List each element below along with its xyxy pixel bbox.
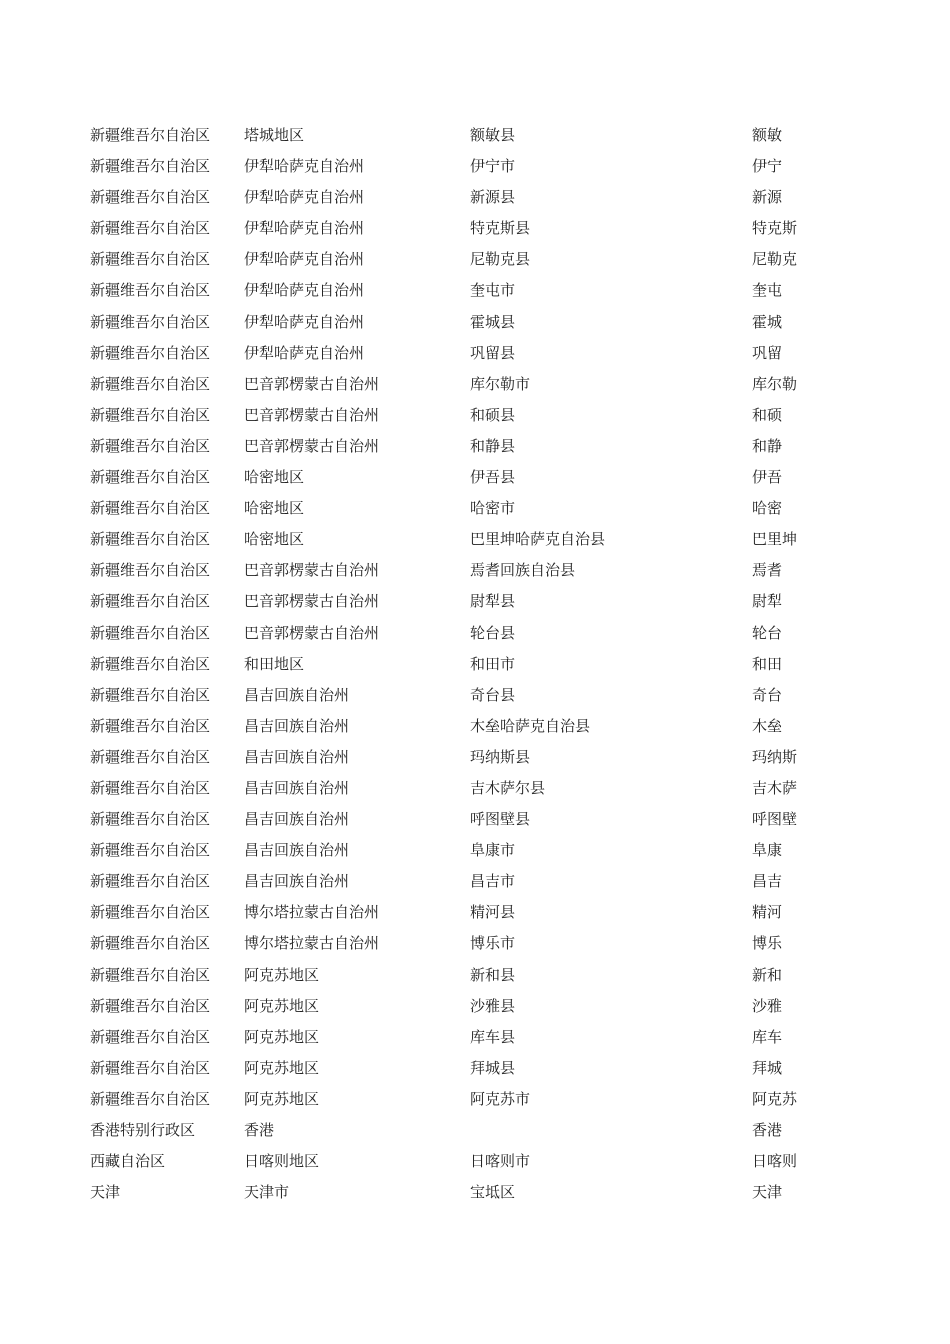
region-table [90, 120, 850, 1208]
prefecture-cell: 巴音郭楞蒙古自治州 [244, 405, 380, 424]
prefecture-cell: 巴音郭楞蒙古自治州 [244, 561, 380, 580]
county-cell: 巴里坤哈萨克自治县 [470, 530, 606, 549]
prefecture-cell: 哈密地区 [244, 530, 305, 549]
short-name-cell: 奎屯 [752, 281, 783, 300]
province-cell: 新疆维吾尔自治区 [90, 996, 211, 1015]
table-row [90, 649, 850, 680]
table-row [90, 1177, 850, 1208]
county-cell: 尉犁县 [470, 592, 516, 611]
short-name-cell: 阜康 [752, 841, 783, 860]
short-name-cell: 博乐 [752, 934, 783, 953]
province-cell: 新疆维吾尔自治区 [90, 903, 211, 922]
county-cell: 霍城县 [470, 312, 516, 331]
county-cell: 木垒哈萨克自治县 [470, 716, 591, 735]
short-name-cell: 天津 [752, 1183, 783, 1202]
short-name-cell: 吉木萨 [752, 778, 798, 797]
prefecture-cell: 博尔塔拉蒙古自治州 [244, 903, 380, 922]
table-row [90, 804, 850, 835]
county-cell: 伊宁市 [470, 157, 516, 176]
province-cell: 新疆维吾尔自治区 [90, 561, 211, 580]
county-cell: 哈密市 [470, 499, 516, 518]
province-cell: 新疆维吾尔自治区 [90, 219, 211, 238]
short-name-cell: 香港 [752, 1121, 783, 1139]
province-cell: 新疆维吾尔自治区 [90, 374, 211, 393]
table-row [90, 618, 850, 649]
province-cell: 新疆维吾尔自治区 [90, 405, 211, 424]
prefecture-cell: 阿克苏地区 [244, 996, 320, 1015]
county-cell: 沙雅县 [470, 996, 516, 1015]
county-cell: 和田市 [470, 654, 516, 673]
short-name-cell: 和田 [752, 654, 783, 673]
short-name-cell: 木垒 [752, 716, 783, 735]
table-row [90, 555, 850, 586]
prefecture-cell: 天津市 [244, 1183, 290, 1202]
province-cell: 新疆维吾尔自治区 [90, 530, 211, 549]
prefecture-cell: 昌吉回族自治州 [244, 810, 350, 829]
county-cell: 新源县 [470, 188, 516, 207]
table-row [90, 524, 850, 555]
short-name-cell: 呼图壁 [752, 810, 798, 829]
province-cell: 新疆维吾尔自治区 [90, 281, 211, 300]
county-cell: 呼图壁县 [470, 810, 531, 829]
prefecture-cell: 昌吉回族自治州 [244, 841, 350, 860]
province-cell: 新疆维吾尔自治区 [90, 499, 211, 518]
prefecture-cell: 伊犁哈萨克自治州 [244, 250, 365, 269]
table-row [90, 742, 850, 773]
province-cell: 新疆维吾尔自治区 [90, 934, 211, 953]
prefecture-cell: 伊犁哈萨克自治州 [244, 157, 365, 176]
table-row [90, 462, 850, 493]
short-name-cell: 巩留 [752, 343, 783, 362]
prefecture-cell: 阿克苏地区 [244, 1058, 320, 1077]
table-row [90, 835, 850, 866]
prefecture-cell: 昌吉回族自治州 [244, 778, 350, 797]
county-cell: 精河县 [470, 903, 516, 922]
table-row [90, 120, 850, 151]
province-cell: 新疆维吾尔自治区 [90, 250, 211, 269]
short-name-cell: 日喀则 [752, 1152, 798, 1171]
province-cell: 新疆维吾尔自治区 [90, 1027, 211, 1046]
short-name-cell: 特克斯 [752, 219, 798, 238]
county-cell: 和静县 [470, 436, 516, 455]
province-cell: 新疆维吾尔自治区 [90, 436, 211, 455]
short-name-cell: 新和 [752, 965, 783, 984]
short-name-cell: 焉耆 [752, 561, 783, 580]
county-cell: 吉木萨尔县 [470, 778, 546, 797]
prefecture-cell: 昌吉回族自治州 [244, 685, 350, 704]
short-name-cell: 昌吉 [752, 872, 783, 891]
prefecture-cell: 阿克苏地区 [244, 965, 320, 984]
province-cell: 新疆维吾尔自治区 [90, 685, 211, 704]
county-cell: 轮台县 [470, 623, 516, 642]
prefecture-cell: 伊犁哈萨克自治州 [244, 343, 365, 362]
short-name-cell: 尼勒克 [752, 250, 798, 269]
prefecture-cell: 和田地区 [244, 654, 305, 673]
short-name-cell: 精河 [752, 903, 783, 922]
table-row [90, 1022, 850, 1053]
county-cell: 伊吾县 [470, 468, 516, 487]
prefecture-cell: 巴音郭楞蒙古自治州 [244, 592, 380, 611]
table-row [90, 928, 850, 959]
table-row [90, 991, 850, 1022]
province-cell: 新疆维吾尔自治区 [90, 188, 211, 207]
short-name-cell: 和硕 [752, 405, 783, 424]
county-cell: 博乐市 [470, 934, 516, 953]
province-cell: 新疆维吾尔自治区 [90, 654, 211, 673]
short-name-cell: 尉犁 [752, 592, 783, 611]
short-name-cell: 新源 [752, 188, 783, 207]
prefecture-cell: 阿克苏地区 [244, 1089, 320, 1108]
table-row [90, 1084, 850, 1115]
province-cell: 新疆维吾尔自治区 [90, 623, 211, 642]
table-row [90, 182, 850, 213]
province-cell: 新疆维吾尔自治区 [90, 592, 211, 611]
county-cell: 奎屯市 [470, 281, 516, 300]
county-cell: 巩留县 [470, 343, 516, 362]
table-row [90, 151, 850, 182]
short-name-cell: 哈密 [752, 499, 783, 518]
province-cell: 西藏自治区 [90, 1152, 166, 1171]
table-row [90, 711, 850, 742]
short-name-cell: 库尔勒 [752, 374, 798, 393]
province-cell: 新疆维吾尔自治区 [90, 965, 211, 984]
prefecture-cell: 日喀则地区 [244, 1152, 320, 1171]
short-name-cell: 拜城 [752, 1058, 783, 1077]
prefecture-cell: 巴音郭楞蒙古自治州 [244, 374, 380, 393]
county-cell: 拜城县 [470, 1058, 516, 1077]
county-cell: 奇台县 [470, 685, 516, 704]
prefecture-cell: 伊犁哈萨克自治州 [244, 219, 365, 238]
table-row [90, 493, 850, 524]
short-name-cell: 阿克苏 [752, 1089, 798, 1108]
province-cell: 新疆维吾尔自治区 [90, 468, 211, 487]
province-cell: 新疆维吾尔自治区 [90, 312, 211, 331]
province-cell: 天津 [90, 1183, 121, 1202]
prefecture-cell: 博尔塔拉蒙古自治州 [244, 934, 380, 953]
table-row [90, 1146, 850, 1177]
province-cell: 新疆维吾尔自治区 [90, 872, 211, 891]
table-row [90, 866, 850, 897]
prefecture-cell: 哈密地区 [244, 468, 305, 487]
province-cell: 新疆维吾尔自治区 [90, 810, 211, 829]
province-cell: 新疆维吾尔自治区 [90, 778, 211, 797]
province-cell: 新疆维吾尔自治区 [90, 343, 211, 362]
table-row [90, 1115, 850, 1146]
province-cell: 新疆维吾尔自治区 [90, 157, 211, 176]
county-cell: 阜康市 [470, 841, 516, 860]
short-name-cell: 轮台 [752, 623, 783, 642]
county-cell: 焉耆回族自治县 [470, 561, 576, 580]
prefecture-cell: 香港 [244, 1121, 275, 1139]
county-cell: 阿克苏市 [470, 1089, 531, 1108]
short-name-cell: 巴里坤 [752, 530, 798, 549]
table-row [90, 213, 850, 244]
prefecture-cell: 塔城地区 [244, 126, 305, 144]
county-cell: 尼勒克县 [470, 250, 531, 269]
prefecture-cell: 昌吉回族自治州 [244, 716, 350, 735]
table-row [90, 338, 850, 369]
short-name-cell: 和静 [752, 436, 783, 455]
prefecture-cell: 巴音郭楞蒙古自治州 [244, 436, 380, 455]
table-row [90, 431, 850, 462]
county-cell: 新和县 [470, 965, 516, 984]
short-name-cell: 玛纳斯 [752, 747, 798, 766]
county-cell: 库车县 [470, 1027, 516, 1046]
short-name-cell: 额敏 [752, 126, 783, 144]
province-cell: 新疆维吾尔自治区 [90, 126, 211, 144]
table-row [90, 897, 850, 928]
county-cell: 特克斯县 [470, 219, 531, 238]
prefecture-cell: 阿克苏地区 [244, 1027, 320, 1046]
short-name-cell: 库车 [752, 1027, 783, 1046]
province-cell: 新疆维吾尔自治区 [90, 716, 211, 735]
county-cell: 额敏县 [470, 126, 516, 144]
province-cell: 新疆维吾尔自治区 [90, 1058, 211, 1077]
county-cell: 库尔勒市 [470, 374, 531, 393]
short-name-cell: 伊宁 [752, 157, 783, 176]
prefecture-cell: 伊犁哈萨克自治州 [244, 281, 365, 300]
county-cell: 和硕县 [470, 405, 516, 424]
table-row [90, 960, 850, 991]
short-name-cell: 奇台 [752, 685, 783, 704]
table-row [90, 307, 850, 338]
table-row [90, 400, 850, 431]
county-cell: 昌吉市 [470, 872, 516, 891]
county-cell: 日喀则市 [470, 1152, 531, 1171]
short-name-cell: 霍城 [752, 312, 783, 331]
table-row [90, 773, 850, 804]
table-row [90, 275, 850, 306]
province-cell: 新疆维吾尔自治区 [90, 841, 211, 860]
table-row [90, 680, 850, 711]
prefecture-cell: 伊犁哈萨克自治州 [244, 312, 365, 331]
province-cell: 新疆维吾尔自治区 [90, 747, 211, 766]
prefecture-cell: 伊犁哈萨克自治州 [244, 188, 365, 207]
province-cell: 新疆维吾尔自治区 [90, 1089, 211, 1108]
short-name-cell: 沙雅 [752, 996, 783, 1015]
prefecture-cell: 哈密地区 [244, 499, 305, 518]
prefecture-cell: 巴音郭楞蒙古自治州 [244, 623, 380, 642]
table-row [90, 369, 850, 400]
short-name-cell: 伊吾 [752, 468, 783, 487]
county-cell: 宝坻区 [470, 1183, 516, 1202]
table-row [90, 1053, 850, 1084]
county-cell: 玛纳斯县 [470, 747, 531, 766]
table-row [90, 586, 850, 617]
prefecture-cell: 昌吉回族自治州 [244, 872, 350, 891]
table-row [90, 244, 850, 275]
province-cell: 香港特别行政区 [90, 1121, 196, 1139]
prefecture-cell: 昌吉回族自治州 [244, 747, 350, 766]
